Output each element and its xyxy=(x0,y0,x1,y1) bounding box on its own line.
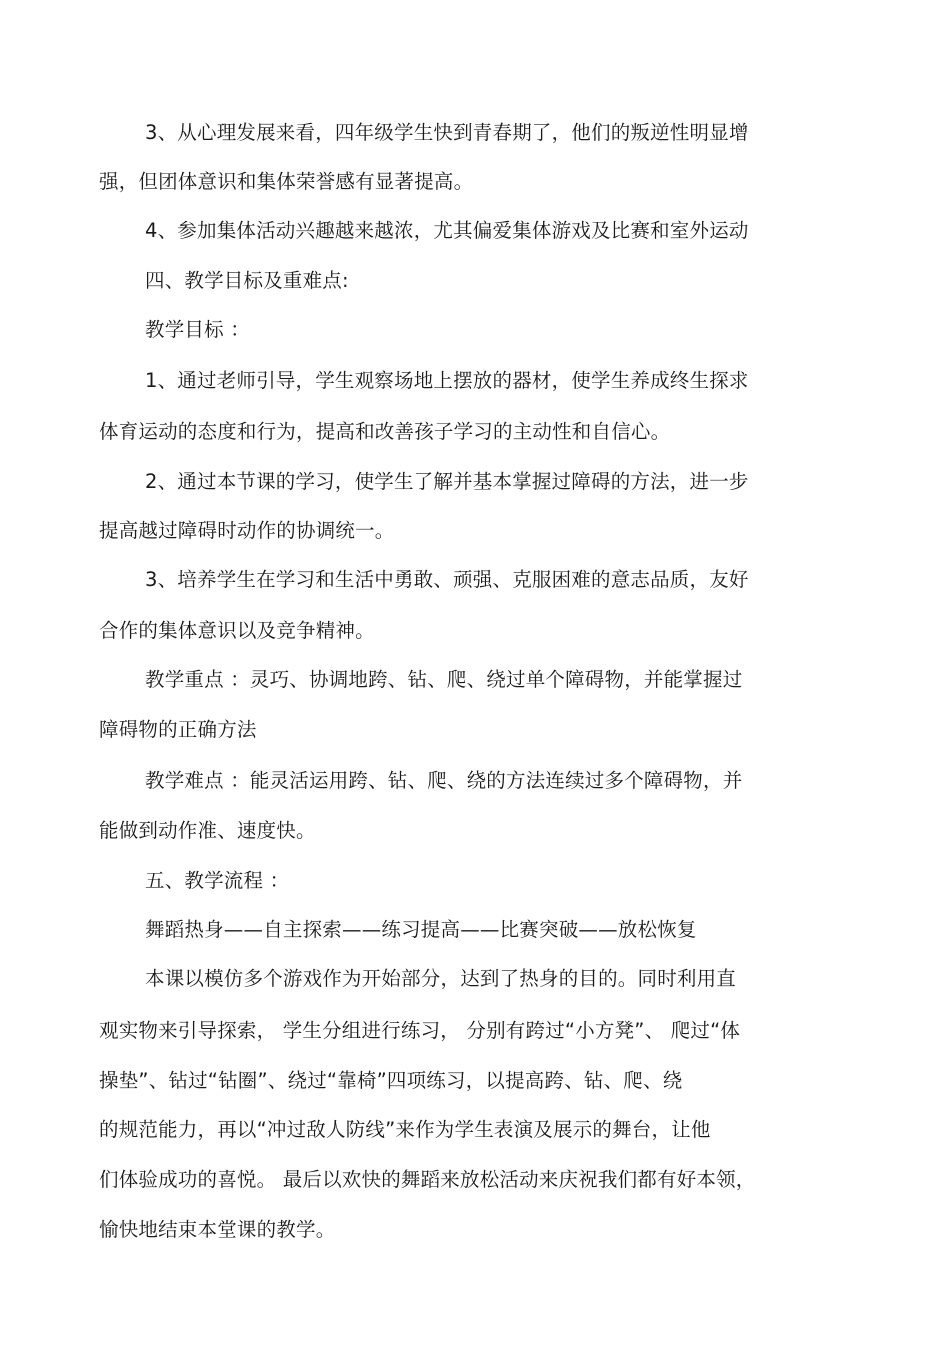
text-line: 提高越过障碍时动作的协调统一。 xyxy=(99,519,395,542)
text-line: 3、从心理发展来看，四年级学生快到青春期了，他们的叛逆性明显增 xyxy=(145,121,749,144)
text-line: 舞蹈热身——自主探索——练习提高——比赛突破——放松恢复 xyxy=(145,918,697,941)
text-line: 观实物来引导探索， 学生分组进行练习， 分别有跨过“小方凳”、 爬过“体 xyxy=(99,1019,741,1042)
text-line: 1、通过老师引导，学生观察场地上摆放的器材，使学生养成终生探求 xyxy=(145,369,749,392)
text-line: 4、参加集体活动兴趣越来越浓，尤其偏爱集体游戏及比赛和室外运动 xyxy=(145,219,749,242)
text-line: 3、培养学生在学习和生活中勇敢、顽强、克服困难的意志品质，友好 xyxy=(145,568,749,591)
text-line: 教学重点 ：灵巧、协调地跨、钻、爬、绕过单个障碍物，并能掌握过 xyxy=(145,668,743,691)
text-line: 障碍物的正确方法 xyxy=(99,718,257,741)
text-line: 操垫”、钻过“钻圈”、绕过“靠椅”四项练习，以提高跨、钻、爬、绕 xyxy=(99,1069,683,1092)
text-line: 本课以模仿多个游戏作为开始部分，达到了热身的目的。同时利用直 xyxy=(145,967,737,990)
section-heading: 四、教学目标及重难点: xyxy=(145,269,349,292)
text-line: 体育运动的态度和行为，提高和改善孩子学习的主动性和自信心。 xyxy=(99,420,671,443)
text-line: 的规范能力，再以“冲过敌人防线”来作为学生表演及展示的舞台，让他 xyxy=(99,1118,711,1141)
text-line: 合作的集体意识以及竞争精神。 xyxy=(99,619,375,642)
text-line: 能做到动作准、速度快。 xyxy=(99,819,316,842)
text-line: 2、通过本节课的学习，使学生了解并基本掌握过障碍的方法，进一步 xyxy=(145,470,749,493)
text-line: 愉快地结束本堂课的教学。 xyxy=(99,1218,336,1241)
subheading: 教学目标 ： xyxy=(145,318,250,341)
text-line: 们体验成功的喜悦。 最后以欢快的舞蹈来放松活动来庆祝我们都有好本领， xyxy=(99,1168,756,1191)
section-heading: 五、教学流程 ： xyxy=(145,869,290,892)
text-line: 强，但团体意识和集体荣誉感有显著提高。 xyxy=(99,170,474,193)
text-line: 教学难点 ：能灵活运用跨、钻、爬、绕的方法连续过多个障碍物，并 xyxy=(145,769,743,792)
